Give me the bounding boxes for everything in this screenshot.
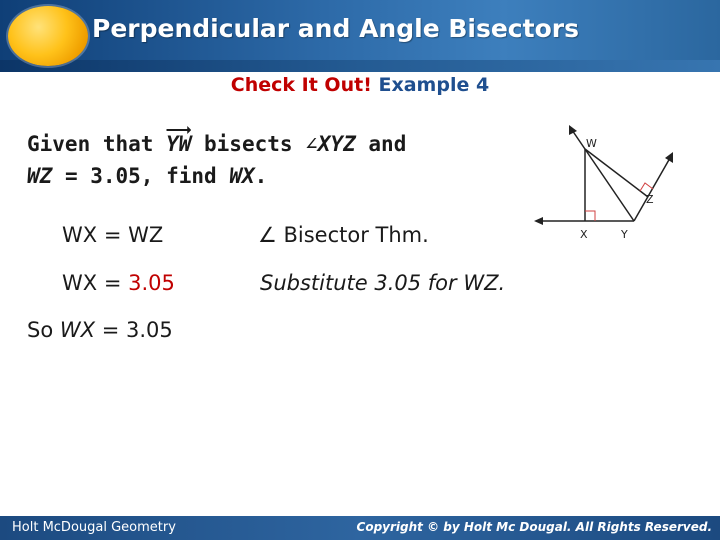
problem-line-2 <box>27 160 406 192</box>
reason-text: ∠ Bisector Thm. <box>258 223 429 247</box>
label-w: W <box>586 137 597 150</box>
footer-course-name: Holt McDougal Geometry <box>12 520 176 535</box>
substituted-value: 3.05 <box>128 271 175 295</box>
publisher-logo <box>8 6 88 66</box>
problem-text: bisects <box>191 132 306 156</box>
ray-arrow-icon <box>166 126 191 134</box>
step-1-statement: WX = WZ <box>62 223 164 247</box>
slide-title: Perpendicular and Angle Bisectors <box>92 14 579 43</box>
conclusion-var: WX <box>59 318 96 342</box>
problem-text: Given that <box>27 132 167 156</box>
segment-wz: WZ <box>27 164 53 188</box>
segment-wx: WX <box>229 164 255 188</box>
problem-text: = 3.05, find <box>52 164 230 188</box>
header-stripe <box>0 60 720 72</box>
step-2-statement <box>62 271 175 295</box>
example-number-label: Example 4 <box>378 74 490 96</box>
label-x: X <box>580 228 588 241</box>
problem-text: and <box>355 132 407 156</box>
angle-bisector-diagram <box>530 120 680 245</box>
problem-line-1 <box>27 128 406 160</box>
label-y: Y <box>621 228 628 241</box>
ray-yw: YW <box>166 128 191 160</box>
header-banner <box>0 0 720 72</box>
equation-text: WX = <box>62 271 129 295</box>
conclusion-text: = 3.05 <box>95 318 173 342</box>
step-1-reason <box>258 223 429 247</box>
footer-copyright: Copyright © by Holt Mc Dougal. All Rights Reserved. <box>356 520 712 534</box>
footer-bar <box>0 516 720 540</box>
angle-symbol: ∠ <box>305 132 318 156</box>
example-heading <box>0 74 720 96</box>
problem-statement <box>27 128 406 192</box>
conclusion <box>27 318 173 342</box>
check-it-out-label: Check It Out! <box>230 74 372 96</box>
conclusion-text: So <box>27 318 60 342</box>
problem-text: . <box>254 164 268 188</box>
label-z: Z <box>646 193 654 206</box>
angle-name: XYZ <box>317 132 356 156</box>
step-2-reason: Substitute 3.05 for WZ. <box>260 271 506 295</box>
